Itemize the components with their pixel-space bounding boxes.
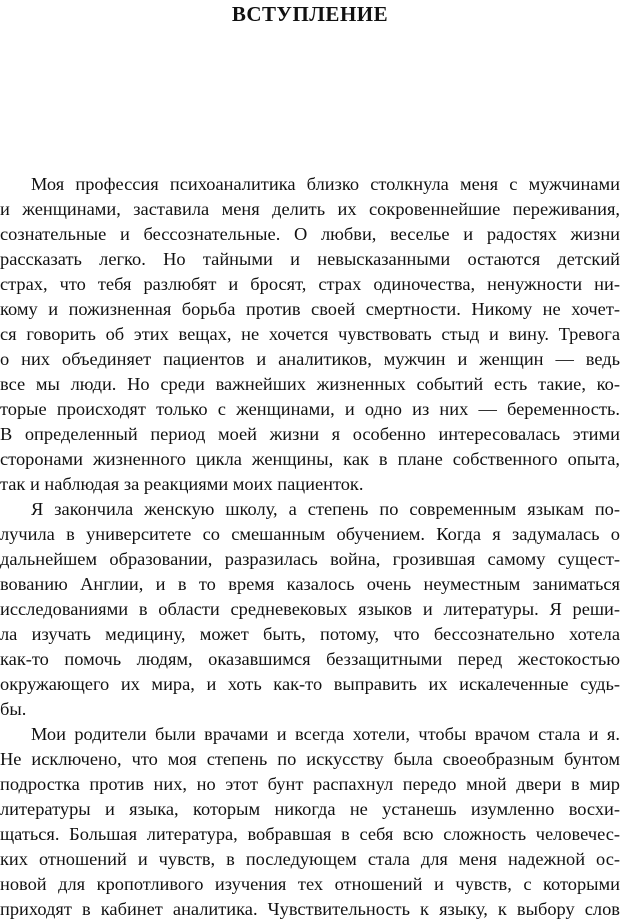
text-line: ких отношений и чувств, в последующем стала для меня надежной ос- [0, 849, 620, 869]
text-line: приходят в кабинет аналитика. Чувствительность к языку, к выбору слов [0, 899, 620, 919]
text-line: новой для кропотливого изучения тех отношений и чувств, с которыми [0, 874, 620, 894]
text-line: и женщинами, заставила меня делить их сокровеннейшие переживания, [0, 199, 620, 219]
text-line: Мои родители были врачами и всегда хотели, чтобы врачом стала и я. [31, 724, 620, 744]
text-line: ся говорить об этих вещах, не хочется чувствовать стыд и вину. Тревога [0, 324, 620, 344]
text-line: о них объединяет пациентов и аналитиков, мужчин и женщин — ведь [0, 349, 620, 369]
text-line: литературы и языка, которым никогда не устанешь изумленно восхи- [0, 799, 620, 819]
body-text [0, 172, 620, 922]
text-line: страх, что тебя разлюбят и бросят, страх одиночества, ненужности ни- [0, 274, 620, 294]
text-line: Не исключено, что моя степень по искусству была своеобразным бунтом [0, 749, 620, 769]
paragraph-1 [0, 172, 620, 497]
text-line: сознательные и бессознательные. О любви, веселье и радостях жизни [0, 224, 620, 244]
text-line: так и наблюдая за реакциями моих пациенток. [0, 474, 364, 494]
text-line: В определенный период моей жизни я особенно интересовалась этими [0, 424, 620, 444]
text-line: лучила в университете со смешанным обучением. Когда я задумалась о [0, 524, 620, 544]
text-line: ла изучать медицину, может быть, потому, что бессознательно хотела [0, 624, 620, 644]
text-line: исследованиями в области средневековых языков и литературы. Я реши- [0, 599, 620, 619]
text-line: сторонами жизненного цикла женщины, как в плане собственного опыта, [0, 449, 620, 469]
paragraph-2 [0, 497, 620, 722]
text-line: торые происходят только с женщинами, и одно из них — беременность. [0, 399, 620, 419]
chapter-title: ВСТУПЛЕНИЕ [231, 2, 389, 26]
text-line: как-то помочь людям, оказавшимся беззащитными перед жестокостью [0, 649, 620, 669]
text-line: бы. [0, 699, 27, 719]
text-line: окружающего их мира, и хоть как-то выправить их искалеченные судь- [0, 674, 620, 694]
paragraph-3 [0, 722, 620, 922]
text-line: рассказать легко. Но тайными и невысказанными остаются детский [0, 249, 620, 269]
text-line: вованию Англии, и в то время казалось очень неуместным заниматься [0, 574, 620, 594]
text-line: дальнейшем образовании, разразилась война, грозившая самому сущест- [0, 549, 620, 569]
text-line: кому и пожизненная борьба против своей смертности. Никому не хочет- [0, 299, 620, 319]
text-line: подростка против них, но этот бунт распахнул передо мной двери в мир [0, 774, 620, 794]
text-line: Моя профессия психоаналитика близко столкнула меня с мужчинами [31, 174, 620, 194]
text-line: Я закончила женскую школу, а степень по современным языкам по- [31, 499, 620, 519]
text-line: все мы люди. Но среди важнейших жизненных событий есть такие, ко- [0, 374, 620, 394]
text-line: щаться. Большая литература, вобравшая в себя всю сложность человечес- [0, 824, 620, 844]
